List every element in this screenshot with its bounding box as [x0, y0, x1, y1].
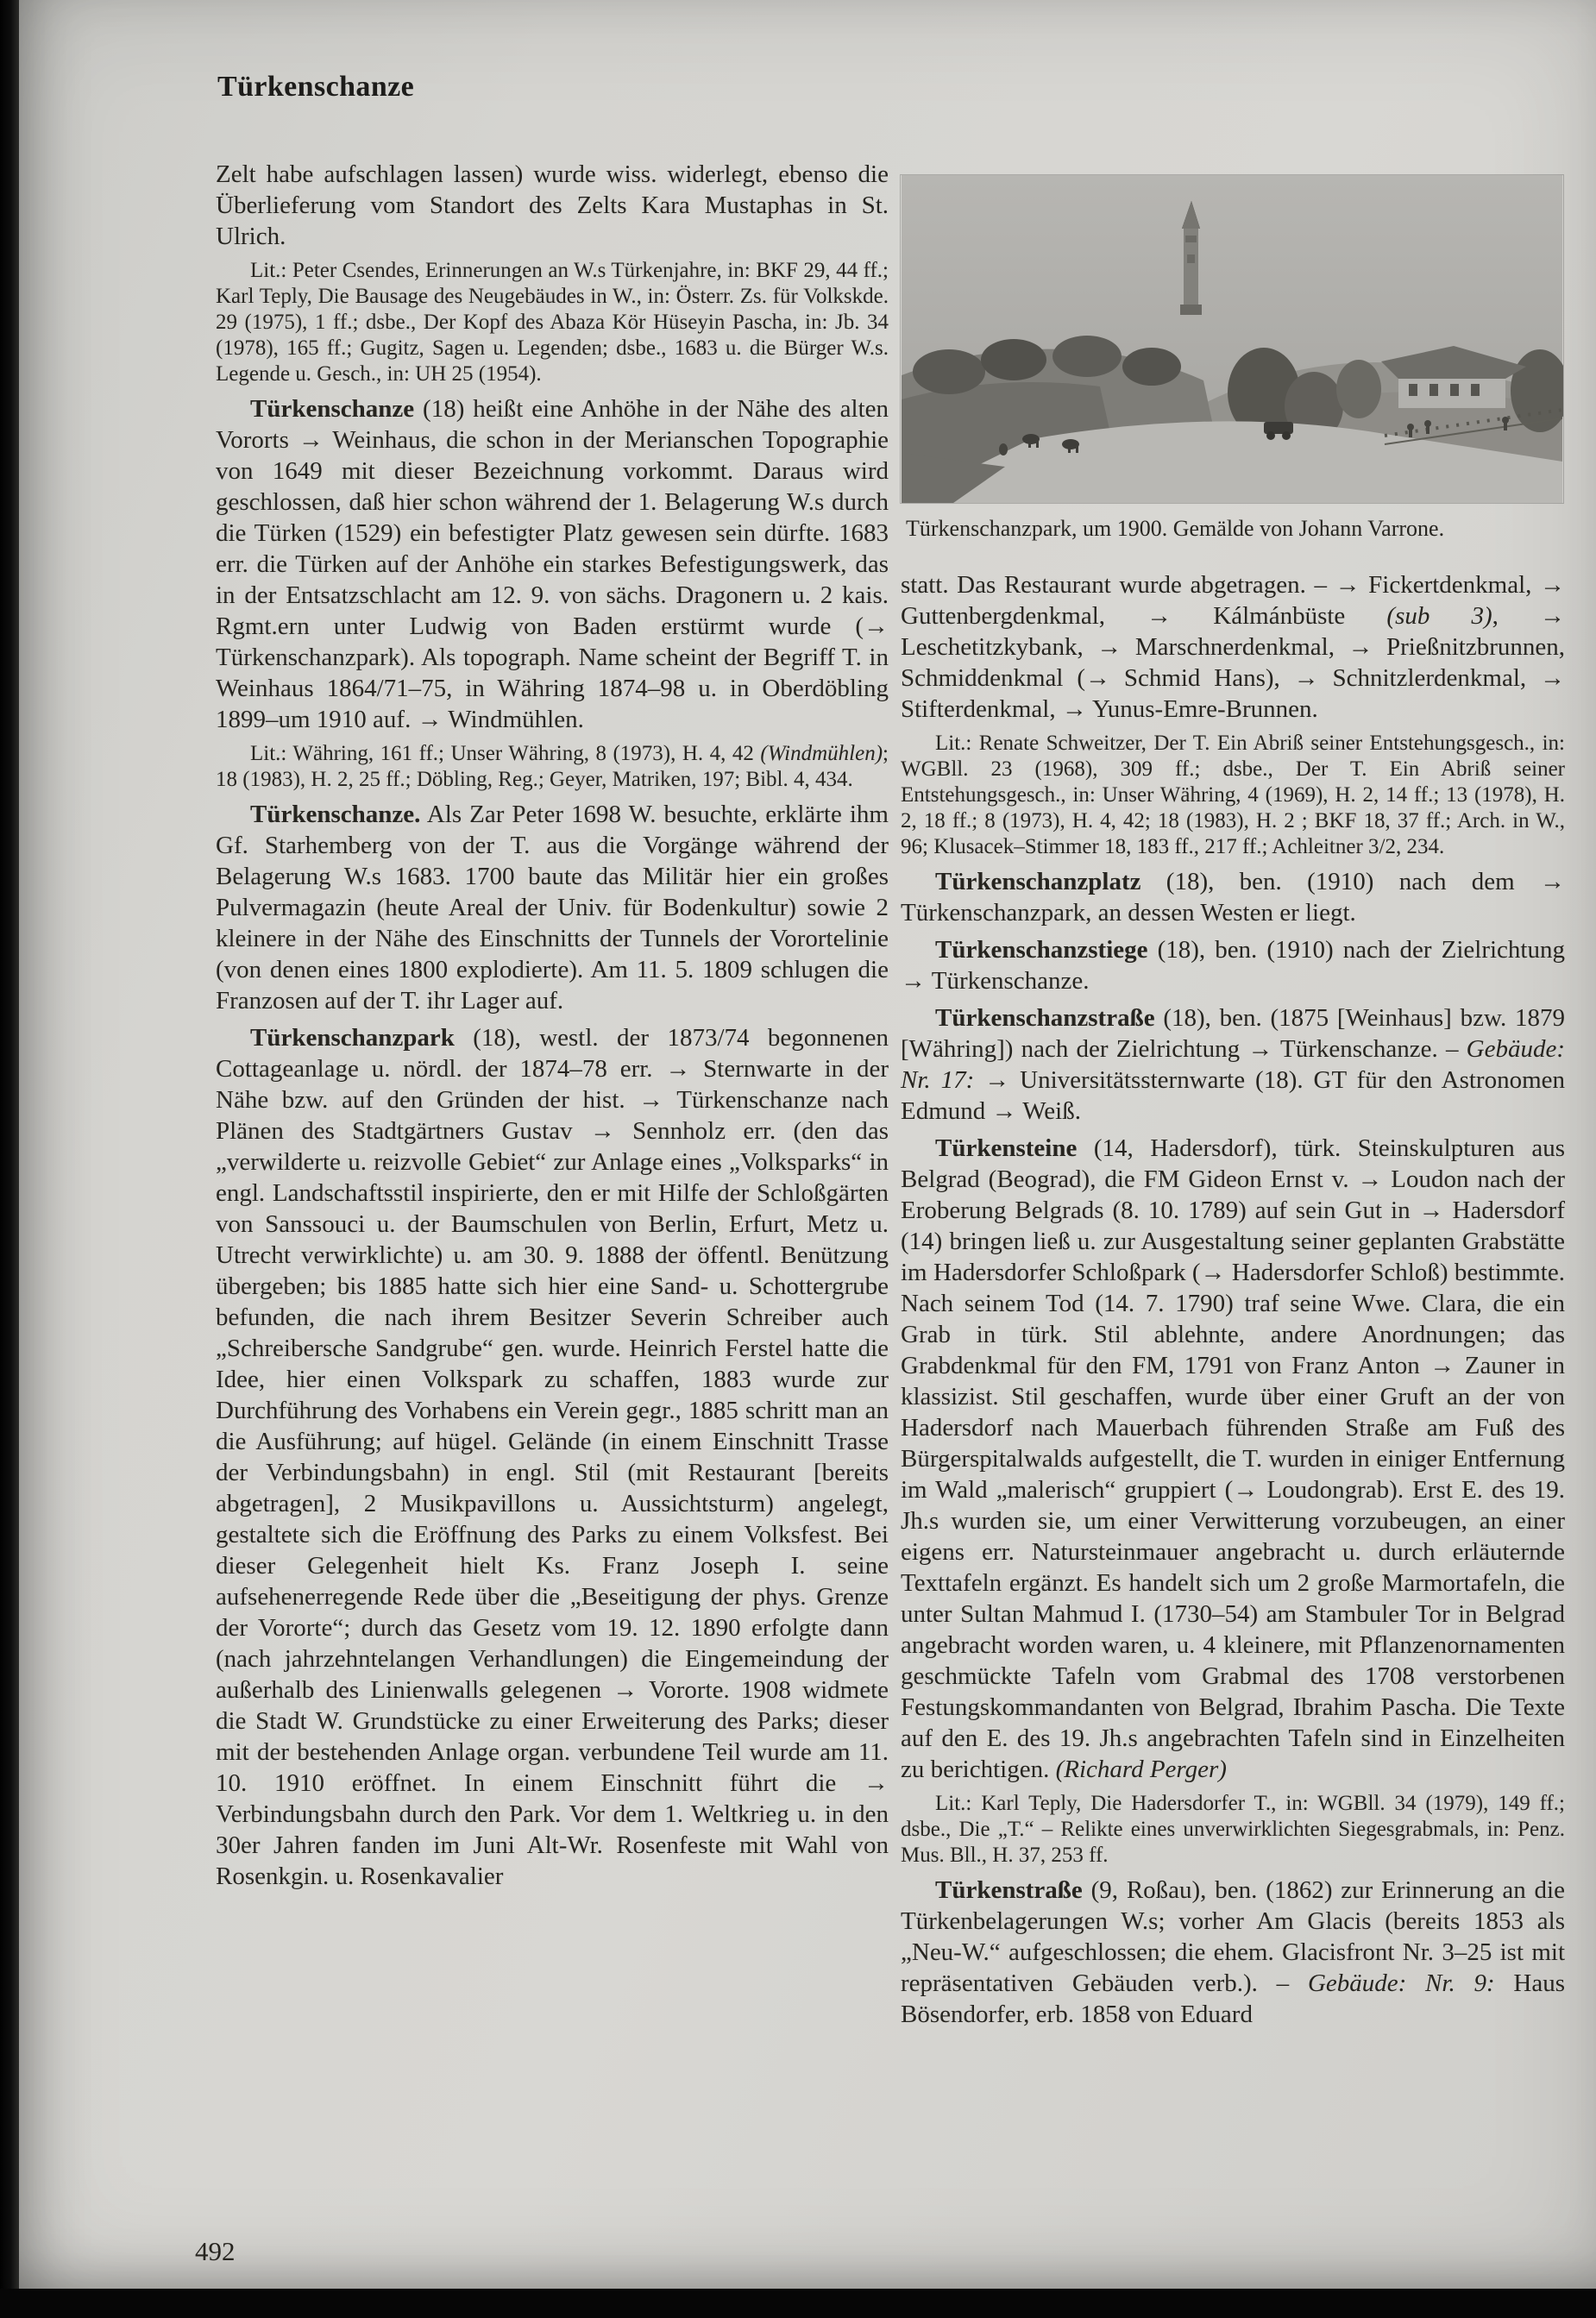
- text-segment: Türkenschanze: [250, 395, 415, 423]
- entry-tuerkensteine: [901, 1133, 1565, 1785]
- text-segment: Türkenschanzplatz: [935, 868, 1141, 895]
- text-segment: (18) heißt eine Anhöhe in der Nähe des alten Vororts → Weinhaus, die schon in der Merianschen Topographie von 1649 mit dieser Bezeichnung vorkommt. Daraus wird geschlossen, daß hier schon während der 1. Belagerung W.s durch die Türken (1529) ein befestigter Platz gewesen sein dürfte. 1683 err. die Türken auf der Anhöhe ein starkes Befestigungswerk, das in der Entsatzschlacht am 12. 9. von sächs. Dragonern u. 2 kais. Rgmt.ern unter Ludwig von Baden erstürmt wurde (→ Türkenschanzpark). Als topograph. Name scheint der Begriff T. in Weinhaus 1864/71–75, in Währing 1874–98 u. in Oberdöbling 1899–um 1910 auf. → Windmühlen.: [216, 395, 889, 733]
- text-segment: , → Leschetitzkybank, → Marschnerdenkmal, → Prießnitzbrunnen, Schmiddenkmal (→ Schmid Hans), → Schnitzlerdenkmal, → Stifterdenkmal, → Yunus-Emre-Brunnen.: [901, 602, 1565, 723]
- text-segment: (18), westl. der 1873/74 begonnenen Cottageanlage u. nördl. der 1874–78 err. → Sternwarte in der Nähe bzw. auf den Gründen der hist. → Türkenschanze nach Plänen des Stadtgärtners Gustav → Sennholz err. (den das „verwilderte u. reizvolle Gebiet“ zur Anlage eines „Volksparks“ in engl. Landschaftsstil inspirierte, den er mit Hilfe der Schloßgärten von Sanssouci u. der Baumschulen von Berlin, Erfurt, Metz u. Utrecht verwirklichte) u. am 30. 9. 1888 der öffentl. Benützung übergeben; bis 1885 hatte sich hier eine Sand- u. Schottergrube befunden, die nach ihrem Besitzer Severin Schreiber auch „Schreibersche Sandgrube“ gen. wurde. Heinrich Ferstel hatte die Idee, hier einen Volkspark zu schaffen, 1883 wurde zur Durchführung des Vorhabens ein Verein gegr., 1885 schritt man an die Ausführung; auf hügel. Gelände (in einem Einschnitt Trasse der Verbindungsbahn) in engl. Stil (mit Restaurant [bereits abgetragen], 2 Musikpavillons u. Aussichtsturm) angelegt, gestaltete sich die Eröffnung des Parks zu einem Volksfest. Bei dieser Gelegenheit hielt Ks. Franz Joseph I. seine aufsehenerregende Rede über die „Beseitigung der phys. Grenze der Vororte“; durch das Gesetz vom 19. 12. 1890 erfolgte dann (nach jahrzehntelangen Verhandlungen) die Eingemeindung der außerhalb des Linienwalls gelegenen → Vororte. 1908 widmete die Stadt W. Grundstücke zu einer Erweiterung des Parks; dieser mit der bestehenden Anlage organ. verbundene Teil wurde am 11. 10. 1910 eröffnet. In einem Einschnitt führt die → Verbindungsbahn durch den Park. Vor dem 1. Weltkrieg u. in den 30er Jahren fanden im Juni Alt-Wr. Rosenfeste mit Wahl von Rosenkgin. u. Rosenkavalier: [216, 1024, 889, 1890]
- text-segment: Lit.: Peter Csendes, Erinnerungen an W.s Türkenjahre, in: BKF 29, 44 ff.; Karl Teply, Die Bausage des Neugebäudes in W., in: Österr. Zs. für Volkskde. 29 (1975), 1 ff.; dsbe., Der Kopf des Abaza Kör Hüseyin Pascha, in: Jb. 34 (1978), 165 ff.; Gugitz, Sagen u. Legenden; dsbe., 1683 u. die Bürger W.s. Legende u. Gesch., in: UH 25 (1954).: [216, 259, 889, 386]
- scan-edge-left: [0, 0, 19, 2318]
- text-segment: (sub 3): [1386, 602, 1492, 630]
- entry-tuerkenschanzstrasse: [901, 1002, 1565, 1127]
- text-segment: (18), ben. (1910) nach dem → Türkenschanzpark, an dessen Westen er liegt.: [901, 868, 1565, 927]
- text-segment: Gebäude: Nr. 17:: [901, 1035, 1565, 1094]
- literature-paragraph: [216, 741, 889, 793]
- entry-tuerkenschanzplatz: [901, 866, 1565, 928]
- text-segment: ; 18 (1983), H. 2, 25 ff.; Döbling, Reg.; Geyer, Matriken, 197; Bibl. 4, 434.: [216, 742, 889, 791]
- painting-tuerkenschanzpark-image: [901, 175, 1563, 503]
- text-segment: Haus Bösendorfer, erb. 1858 von Eduard: [901, 1969, 1566, 2028]
- text-segment: Lit.: Karl Teply, Die Hadersdorfer T., in: WGBll. 34 (1979), 149 ff.; dsbe., Die „T.“ – Relikte eines unverwirklichten Siegesgrabmals, in: Penz. Mus. Bll., H. 37, 253 ff.: [901, 1792, 1565, 1867]
- text-segment: → Universitätssternwarte (18). GT für den Astronomen Edmund → Weiß.: [901, 1066, 1565, 1125]
- entry-tuerkenstrasse: [901, 1875, 1565, 2030]
- text-segment: Als Zar Peter 1698 W. besuchte, erklärte ihm Gf. Starhemberg von der T. aus die Vorgänge während der Belagerung W.s 1683. 1700 baute das Militär hier ein großes Pulvermagazin (heute Areal der Univ. für Bodenkultur) sowie 2 kleinere in der Nähe des Einschnitts der Tunnels der Vorortelinie (von denen eines 1800 explodierte). Am 11. 5. 1809 schlugen die Franzosen auf der T. ihr Lager auf.: [216, 801, 889, 1015]
- text-segment: Türkenschanzstiege: [935, 936, 1148, 964]
- text-segment: Lit.: Renate Schweitzer, Der T. Ein Abriß seiner Entstehungsgesch., in: WGBll. 23 (1968), 309 ff.; dsbe., Der T. Ein Abriß seiner Entstehungsgesch., in: Unser Währing, 4 (1969), H. 2, 14 ff.; 13 (1978), H. 2, 18 ff.; 8 (1973), H. 4, 42; 18 (1983), H. 2 ; BKF 18, 37 ff.; Arch. in W., 96; Klusacek–Stimmer 18, 183 ff., 217 ff.; Achleitner 3/2, 234.: [901, 732, 1565, 858]
- text-segment: Zelt habe aufschlagen lassen) wurde wiss. widerlegt, ebenso die Überlieferung vom Standort des Zelts Kara Mustaphas in St. Ulrich.: [216, 160, 889, 250]
- text-segment: Türkenschanzpark: [250, 1024, 455, 1052]
- scan-edge-bottom: [0, 2289, 1596, 2318]
- text-segment: Türkenstraße: [935, 1876, 1083, 1904]
- literature-paragraph: [216, 258, 889, 387]
- continuation-paragraph: [216, 159, 889, 252]
- text-segment: (Windmühlen): [760, 742, 883, 765]
- text-segment: (14, Hadersdorf), türk. Steinskulpturen aus Belgrad (Beograd), die FM Gideon Ernst v. → Loudon nach der Eroberung Belgrads (8. 10. 1789) auf sein Gut in → Hadersdorf (14) bringen ließ u. zur Ausgestaltung seiner geplanten Grabstätte im Hadersdorfer Schloßpark (→ Hadersdorfer Schloß) bestimmte. Nach seinem Tod (14. 7. 1790) traf seine Wwe. Clara, die ein Grab in türk. Stil ablehnte, andere Anordnungen; das Grabdenkmal für den FM, 1791 von Franz Anton → Zauner in klassizist. Stil geschaffen, wurde über einer Gruft an der von Hadersdorf nach Mauerbach führenden Straße am Fuß des Bürgerspitalwalds aufgestellt, die T. wurden in einiger Entfernung im Wald „malerisch“ gruppiert (→ Loudongrab). Erst E. des 19. Jh.s wurden sie, um einer Verwitterung vorzubeugen, an einer eigens err. Natursteinmauer angebracht u. durch erläuternde Texttafeln ergänzt. Es handelt sich um 2 große Marmortafeln, die unter Sultan Mahmud I. (1730–54) am Stambuler Tor in Belgrad angebracht worden waren, u. 4 kleinere, mit Pflanzenornamenten geschmückte Tafeln vom Grabmal des 1708 verstorbenen Festungskommandanten von Belgrad, Ibrahim Pascha. Die Texte auf den E. des 19. Jh.s angebrachten Tafeln sind in Einzelheiten zu berichtigen.: [901, 1134, 1565, 1783]
- continuation-paragraph: [901, 569, 1565, 725]
- figure: [901, 175, 1563, 542]
- literature-paragraph: [901, 731, 1565, 860]
- book-page: [19, 0, 1596, 2289]
- text-segment: (18), ben. (1875 [Weinhaus] bzw. 1879 [Währing]) nach der Zielrichtung → Türkenschanze. –: [901, 1004, 1565, 1063]
- left-column: [216, 159, 889, 1892]
- text-segment: (18), ben. (1910) nach der Zielrichtung → Türkenschanze.: [901, 936, 1565, 995]
- entry-tuerkenschanzpark: [216, 1022, 889, 1892]
- text-segment: (Richard Perger): [1055, 1756, 1227, 1783]
- text-segment: Lit.: Währing, 161 ff.; Unser Währing, 8 (1973), H. 4, 42: [250, 742, 761, 765]
- literature-paragraph: [901, 1791, 1565, 1869]
- text-segment: Gebäude: Nr. 9:: [1307, 1969, 1495, 1997]
- page-heading: Türkenschanze: [217, 71, 415, 103]
- entry-tuerkenschanzstiege: [901, 934, 1565, 996]
- figure-caption: Türkenschanzpark, um 1900. Gemälde von Johann Varrone.: [906, 516, 1445, 541]
- page-number: 492: [195, 2236, 236, 2266]
- entry-tuerkenschanze-zar-peter: [216, 799, 889, 1016]
- text-segment: Türkenschanze.: [250, 801, 421, 828]
- entry-tuerkenschanze-anhoehe: [216, 393, 889, 735]
- right-column: [901, 569, 1565, 2030]
- text-segment: statt. Das Restaurant wurde abgetragen. – → Fickertdenkmal, → Guttenbergdenkmal, → Kálmánbüste: [901, 571, 1565, 630]
- text-segment: (9, Roßau), ben. (1862) zur Erinnerung an die Türkenbelagerungen W.s; vorher Am Glacis (bereits 1853 als „Neu-W.“ aufgeschlossen; die ehem. Glacisfront Nr. 3–25 ist mit repräsentativen Gebäuden verb.). –: [901, 1876, 1565, 1997]
- text-segment: Türkensteine: [935, 1134, 1078, 1162]
- text-segment: Türkenschanzstraße: [935, 1004, 1155, 1032]
